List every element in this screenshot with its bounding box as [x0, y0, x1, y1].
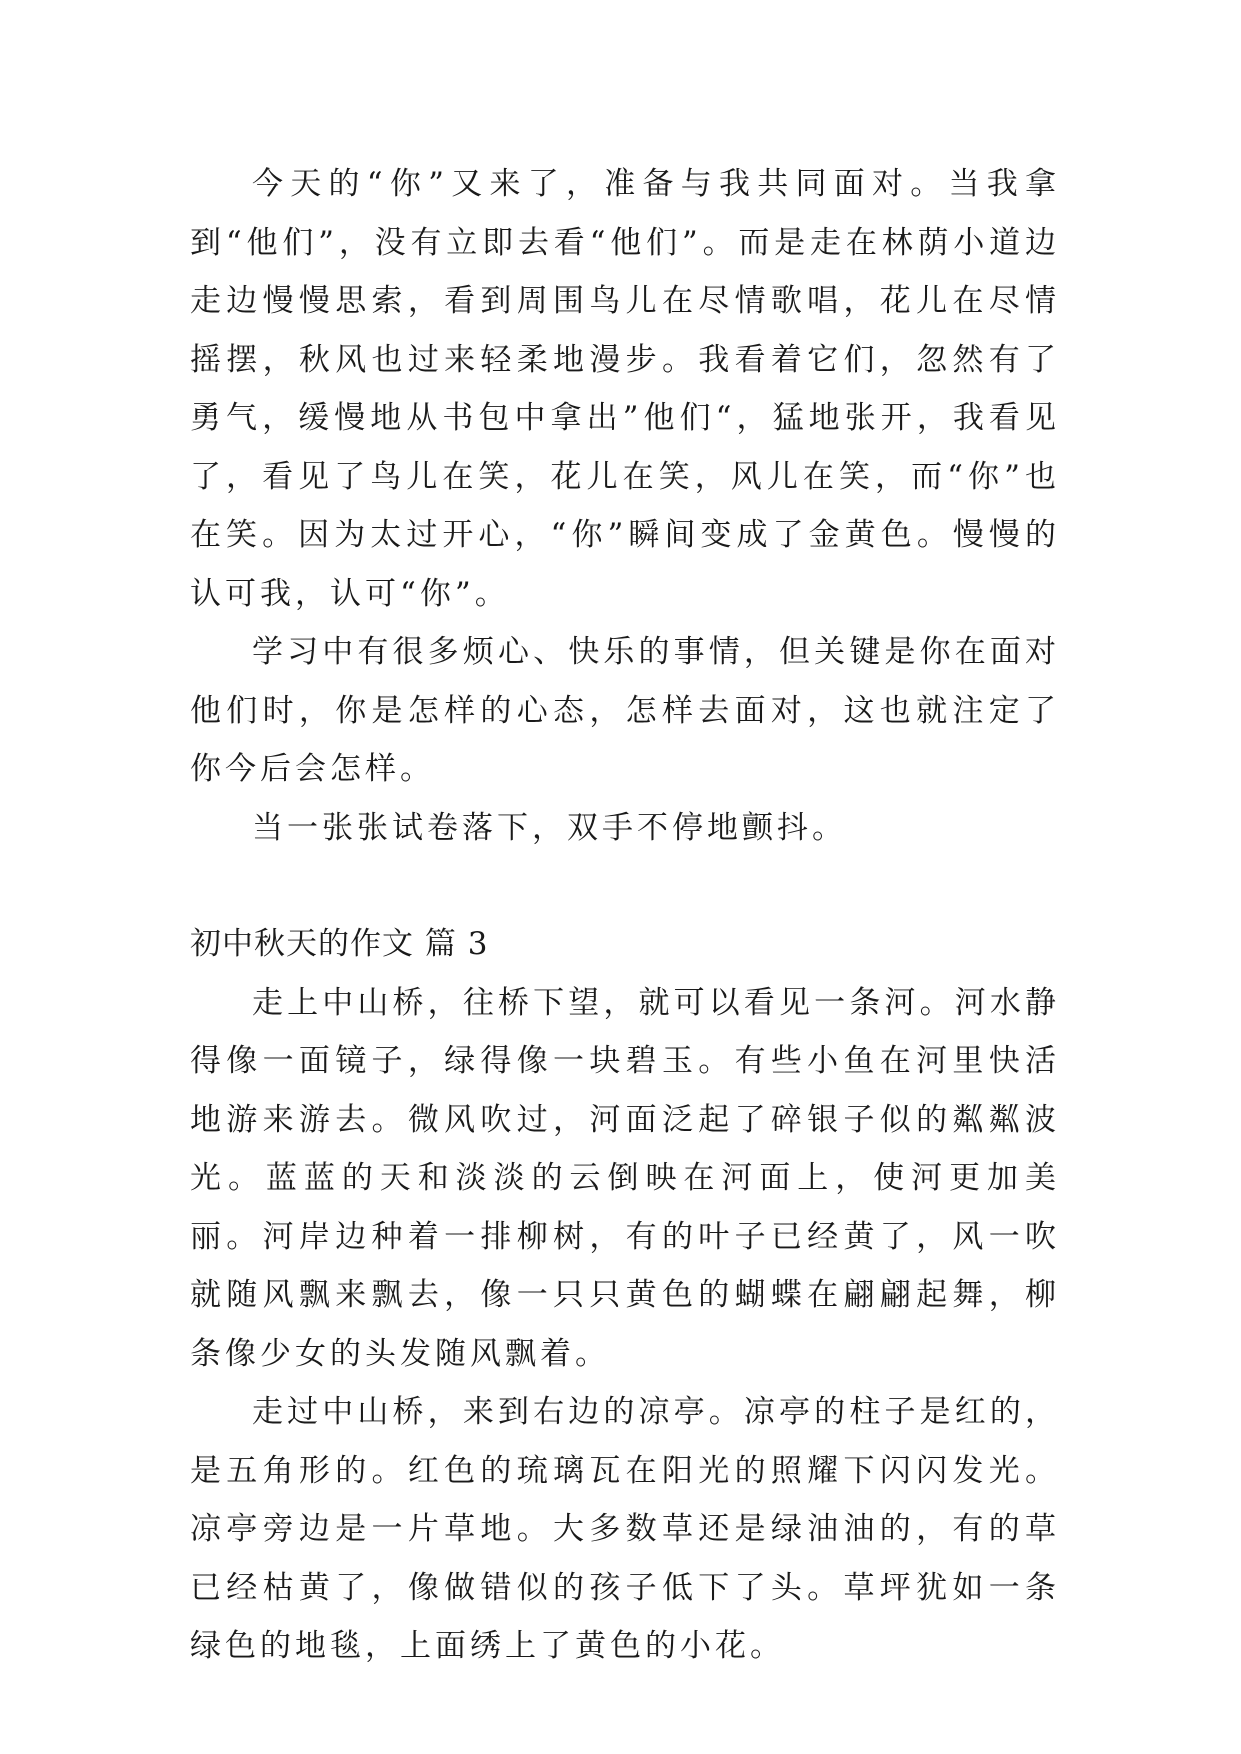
section-heading: 初中秋天的作文 篇 3 — [190, 926, 489, 962]
paragraph: 走过中山桥，来到右边的凉亭。凉亭的柱子是红的，是五角形的。红色的琉璃瓦在阳光的照耀下闪闪发光。凉亭旁边是一片草地。大多数草还是绿油油的，有的草已经枯黄了，像做错似的孩子低下了头。草坪犹如一条绿色的地毯，上面绣上了黄色的小花。 — [190, 1394, 1060, 1664]
paragraph: 学习中有很多烦心、快乐的事情，但关键是你在面对他们时，你是怎样的心态，怎样去面对，这也就注定了你今后会怎样。 — [190, 634, 1060, 787]
paragraph: 走上中山桥，往桥下望，就可以看见一条河。河水静得像一面镜子，绿得像一块碧玉。有些小鱼在河里快活地游来游去。微风吹过，河面泛起了碎银子似的粼粼波光。蓝蓝的天和淡淡的云倒映在河面上，使河更加美丽。河岸边种着一排柳树，有的叶子已经黄了，风一吹就随风飘来飘去，像一只只黄色的蝴蝶在翩翩起舞，柳条像少女的头发随风飘着。 — [190, 984, 1060, 1372]
paragraph: 当一张张试卷落下，双手不停地颤抖。 — [252, 809, 847, 846]
document-body — [190, 155, 1060, 1676]
paragraph: 今天的“你”又来了，准备与我共同面对。当我拿到“他们”，没有立即去看“他们”。而是走在林荫小道边走边慢慢思索，看到周围鸟儿在尽情歌唱，花儿在尽情摇摆，秋风也过来轻柔地漫步。我看着它们，忽然有了勇气，缓慢地从书包中拿出”他们“，猛地张开，我看见了，看见了鸟儿在笑，花儿在笑，风儿在笑，而“你”也在笑。因为太过开心，“你”瞬间变成了金黄色。慢慢的认可我，认可“你”。 — [190, 166, 1060, 612]
